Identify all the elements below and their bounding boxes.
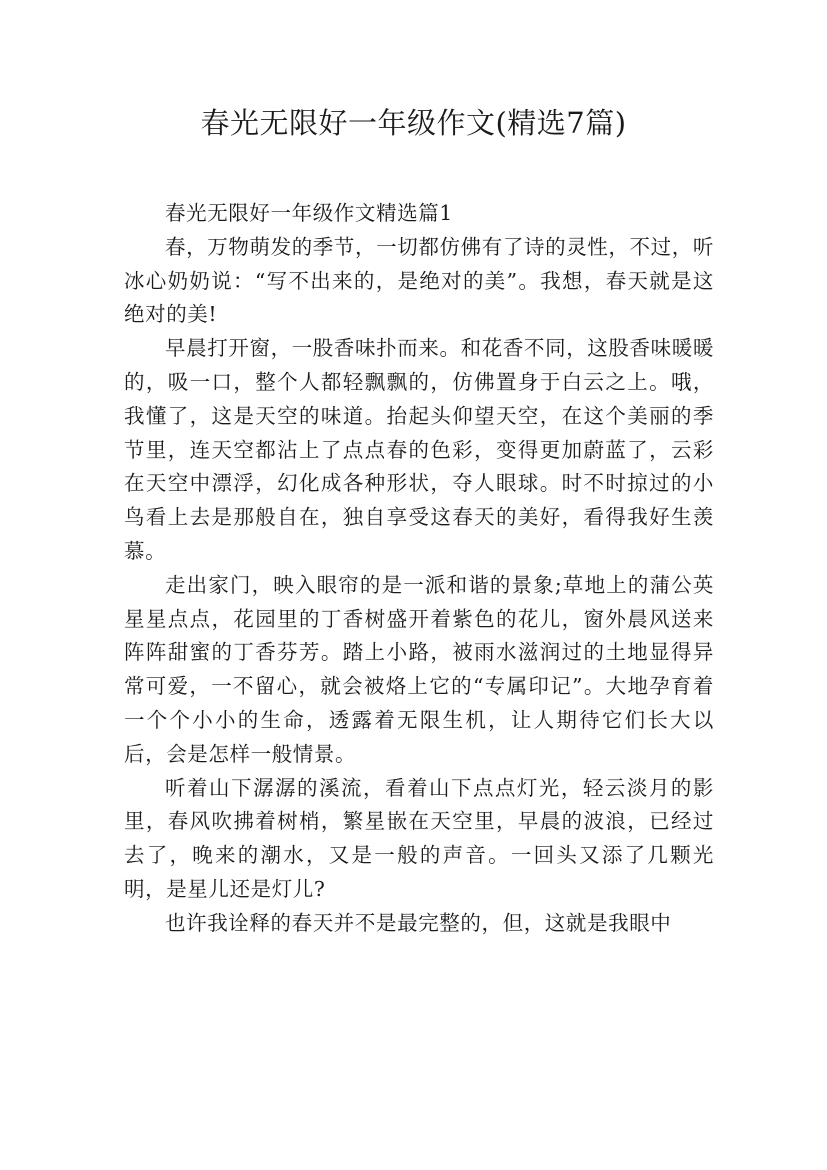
article-body xyxy=(124,197,714,941)
paragraph-5: 也许我诠释的春天并不是最完整的，但，这就是我眼中 xyxy=(165,910,672,935)
document-title: 春光无限好一年级作文(精选7篇) xyxy=(200,106,627,140)
paragraph-3: 走出家门，映入眼帘的是一派和谐的景象;草地上的蒲公英星星点点，花园里的丁香树盛开着紫色的花儿，窗外晨风送来阵阵甜蜜的丁香芬芳。踏上小路，被雨水滋润过的土地显得异常可爱，一不留心，就会被烙上它的“专属印记”。大地孕育着一个个小小的生命，透露着无限生机，让人期待它们长大以后，会是怎样一般情景。 xyxy=(124,572,714,766)
paragraph-2: 早晨打开窗，一股香味扑而来。和花香不同，这股香味暖暖的，吸一口，整个人都轻飘飘的，仿佛置身于白云之上。哦，我懂了，这是天空的味道。抬起头仰望天空，在这个美丽的季节里，连天空都沾上了点点春的色彩，变得更加蔚蓝了，云彩在天空中漂浮，幻化成各种形状，夺人眼球。时不时掠过的小鸟看上去是那般自在，独自享受这春天的美好，看得我好生羡慕。 xyxy=(124,336,714,563)
paragraph-4: 听着山下潺潺的溪流，看着山下点点灯光，轻云淡月的影里，春风吹拂着树梢，繁星嵌在天空里，早晨的波浪，已经过去了，晚来的潮水，又是一般的声音。一回头又添了几颗光明，是星儿还是灯儿? xyxy=(124,775,714,901)
section-heading: 春光无限好一年级作文精选篇1 xyxy=(165,201,453,225)
paragraph-1: 春，万物萌发的季节，一切都仿佛有了诗的灵性，不过，听冰心奶奶说：“写不出来的，是绝对的美”。我想，春天就是这绝对的美! xyxy=(124,234,714,327)
